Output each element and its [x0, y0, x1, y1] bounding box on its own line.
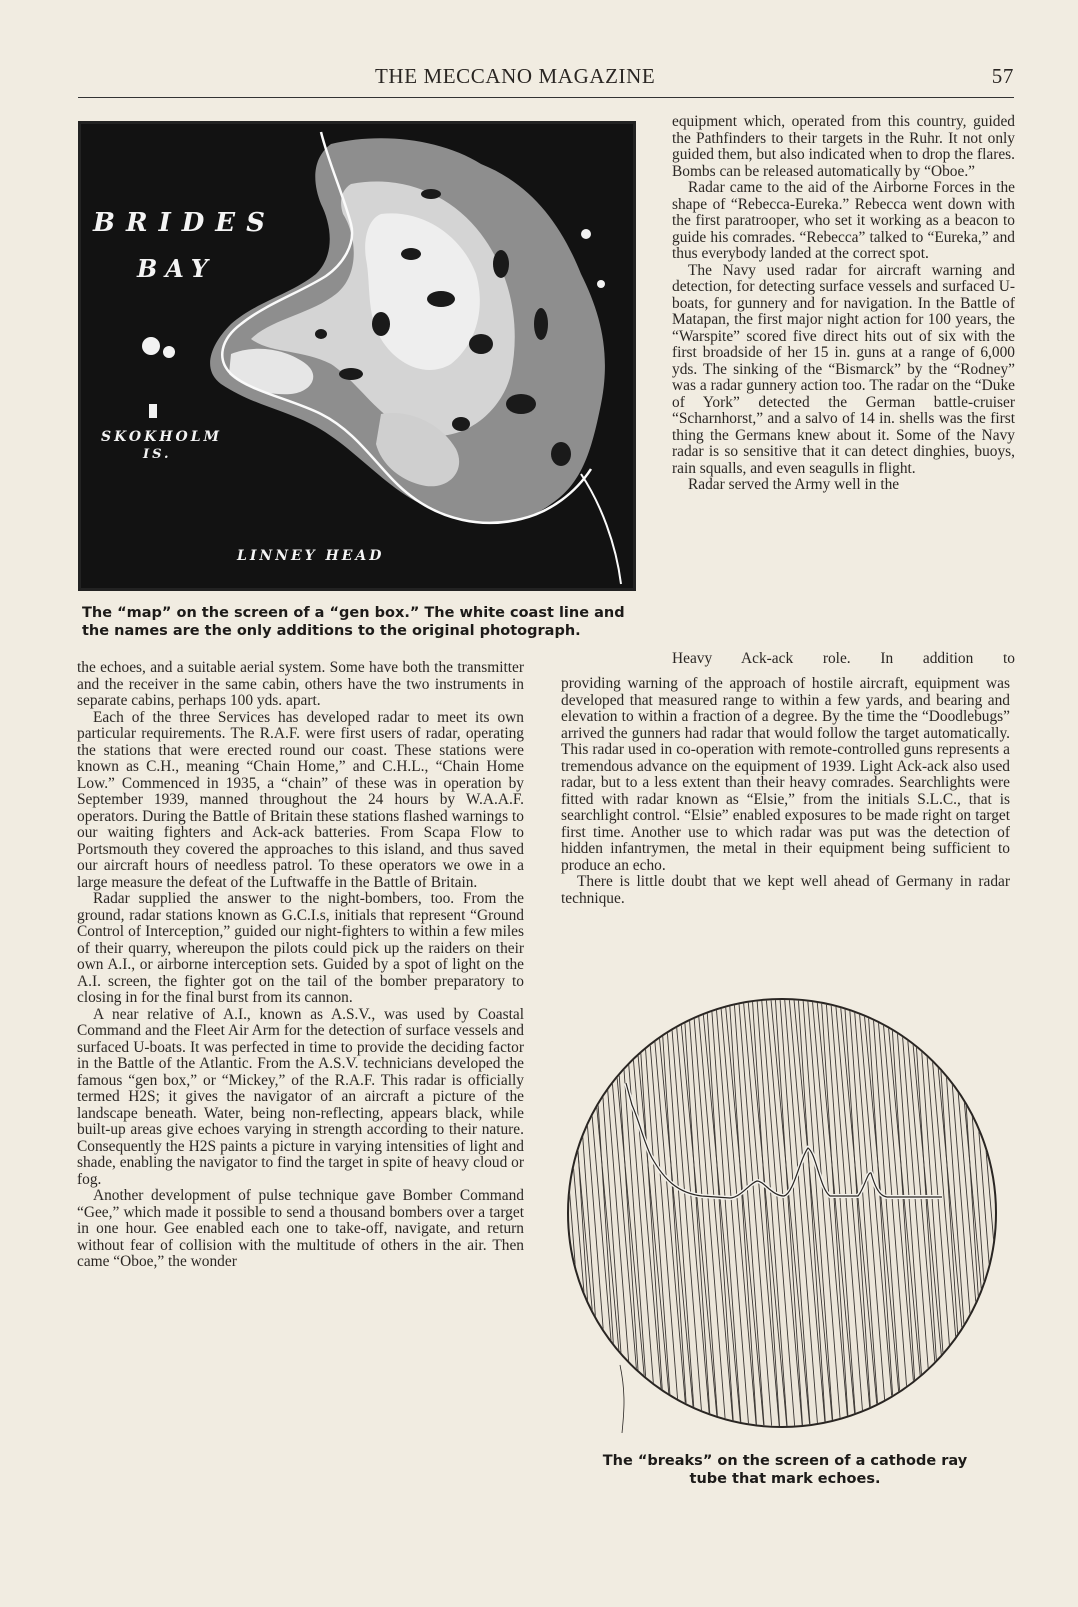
magazine-title: THE MECCANO MAGAZINE: [375, 64, 656, 88]
label-bay: BAY: [137, 254, 216, 283]
crt-screen-illustration: [562, 993, 1002, 1433]
paragraph: providing warning of the approach of hostile aircraft, equipment was developed that measured range to within a few yards, and bearing and elevation to within a fraction of a degree. By the time the “Doodlebugs” arrived the gunners had radar that would follow the target automatically. This radar used in co-operation with remote-controlled guns represents a tremendous advance on the equipment of 1939. Light Ack-ack also used radar, but to a less extent than their heavy comrades. Searchlights were fitted with radar known as “Elsie,” from the initials S.L.C., that is searchlight control. “Elsie” enabled exposures to be made right on target first time. Another use to which radar was put was the detection of hidden infantrymen, the metal in their equipment being sufficient to produce an echo.: [561, 675, 1010, 874]
label-brides: BRIDES: [93, 208, 276, 238]
figure-1-caption: The “map” on the screen of a “gen box.” The white coast line and the names are the only additions to the original photograph.: [82, 605, 625, 639]
paragraph-line: Heavy Ack-ack role. In addition to: [672, 650, 1015, 667]
paragraph: Each of the three Services has developed radar to meet its own particular requirements. The R.A.F. were first users of radar, operating the stations that were erected round our coast. These stations were known as C.H., meaning “Chain Home,” and C.H.L., “Chain Home Low.” Commenced in 1935, a “chain” of these was in operation by September 1939, manned throughout the 24 hours by W.A.A.F. operators. During the Battle of Britain these stations flashed warnings to our waiting fighters and Ack-ack batteries. From Scapa Flow to Portsmouth they covered the approaches to this island, and thus saved our aircraft hours of needless patrol. To these operators we owe in a large measure the defeat of the Luftwaffe in the Battle of Britain.: [77, 708, 524, 891]
label-linney-head: LINNEY HEAD: [237, 548, 385, 564]
label-island: IS.: [143, 447, 172, 462]
paragraph: A near relative of A.I., known as A.S.V., was used by Coastal Command and the Fleet Air Arm for the detection of surface vessels and surfaced U-boats. It was perfected in time to provide the deciding factor in the Battle of the Atlantic. From the A.S.V. technicians developed the famous “gen box,” or “Mickey,” of the R.A.F. This radar is officially termed H2S; it gives the navigator of an aircraft a picture of the landscape beneath. Water, being non-reflecting, appears black, while built-up areas give echoes varying in strength according to their nature. Consequently the H2S paints a picture in varying intensities of light and shade, enabling the navigator to find the target in spite of heavy cloud or fog.: [77, 1005, 524, 1188]
left-column: [77, 660, 524, 1271]
paragraph: Another development of pulse technique gave Bomber Command “Gee,” which made it possible to send a thousand bombers over a target in one hour. Gee enabled each one to take-off, navigate, and return without fear of collision with the multitude of others in the air. Then came “Oboe,” the wonder: [77, 1187, 524, 1270]
right-column-bottom: [561, 676, 1010, 907]
header-rule: [78, 97, 1014, 98]
paragraph: There is little doubt that we kept well ahead of Germany in radar technique.: [561, 873, 1010, 907]
paragraph: Radar supplied the answer to the night-bombers, too. From the ground, radar stations known as G.C.I.s, initials that represent “Ground Control of Interception,” guided our night-fighters to within a few miles of their quarry, whereupon the pilots could pick up the raiders on their own A.I., or airborne interception sets. Guided by a spot of light on the A.I. screen, the fighter got on the tail of the bomber preparatory to closing in for the final burst from its cannon.: [77, 890, 524, 1006]
paragraph: The Navy used radar for aircraft warning and detection, for detecting surface vessels and surfaced U-boats, for gunnery and for navigation. In the Battle of Matapan, the first major night action for 100 years, the “Warspite” scored five direct hits out of six with the first broadside of her 15 in. guns at a range of 6,000 yds. The sinking of the “Bismarck” by the “Rodney” was a radar gunnery action too. The radar on the “Duke of York” detected the German battle-cruiser “Scharnhorst,” and a salvo of 14 in. shells was the first thing the Germans knew about it. Some of the Navy radar is so sensitive that it can detect dinghies, buoys, rain squalls, and even seagulls in flight.: [672, 261, 1015, 477]
right-column-top: [672, 114, 1015, 494]
radar-map-photo: [78, 121, 636, 591]
paragraph: the echoes, and a suitable aerial system. Some have both the transmitter and the receiver in the same cabin, others have the two instruments in separate cabins, perhaps 100 yds. apart.: [77, 659, 524, 709]
page-number: 57: [991, 64, 1014, 88]
hatch-line: [1000, 993, 1002, 1433]
hatch-line: [562, 993, 565, 1433]
radar-map-image: [81, 124, 633, 588]
label-skokholm: SKOKHOLM: [101, 429, 223, 445]
running-head: [80, 64, 1020, 96]
paragraph: Radar came to the aid of the Airborne Forces in the shape of “Rebecca-Eureka.” Rebecca went down with the first paratrooper, who set it working as a beacon to guide his comrades. “Rebecca” talked to “Eureka,” and thus everybody landed at the correct spot.: [672, 179, 1015, 262]
paragraph: Radar served the Army well in the: [688, 476, 900, 493]
figure-2-caption: The “breaks” on the screen of a cathode ray tube that mark echoes.: [602, 1453, 968, 1487]
paragraph: equipment which, operated from this country, guided the Pathfinders to their targets in the Ruhr. It not only guided them, but also indicated when to drop the flares. Bombs can be released automatically by “Oboe.”: [672, 113, 1015, 180]
